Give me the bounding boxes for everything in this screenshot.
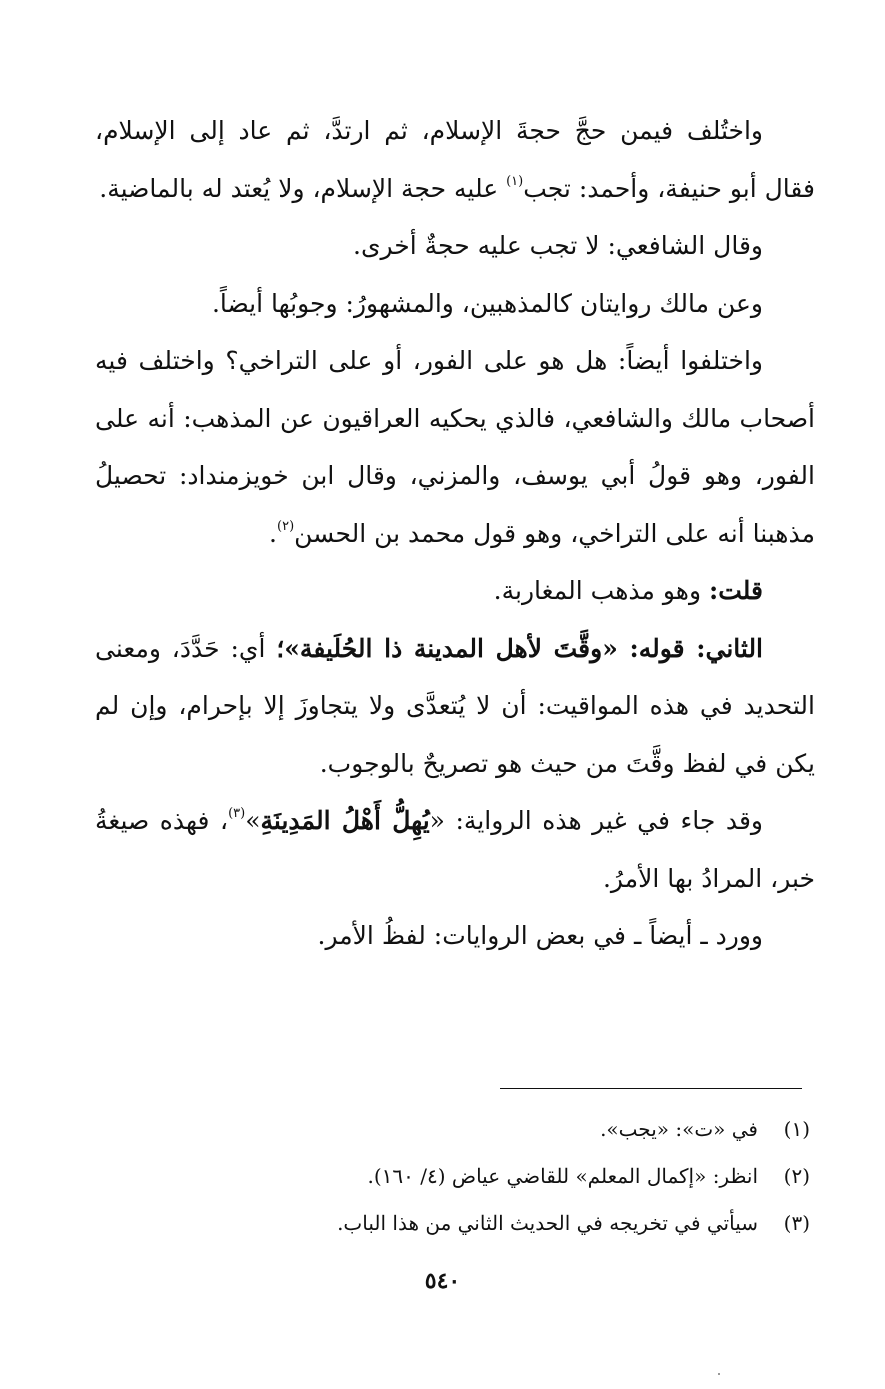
footnote-text: في «ت»: «يجب».: [600, 1117, 758, 1141]
paragraph-text: وقد جاء في غير هذه الرواية: «: [429, 806, 763, 835]
footnote-number: (٢): [783, 1164, 810, 1188]
bold-lead: قلت:: [708, 576, 763, 605]
footnote-item: [150, 1153, 810, 1200]
paragraph-text: واختُلف فيمن حجَّ حجةَ الإسلام، ثم ارتدَّ، ثم عاد إلى الإسلام، فقال أبو حنيفة، وأحمد: تجب: [95, 116, 815, 203]
paragraph-text: وهو مذهب المغاربة.: [493, 576, 709, 605]
paragraph-shafii: [95, 217, 815, 275]
paragraph-maghariba: [95, 562, 815, 620]
paragraph-text: واختلفوا أيضاً: هل هو على الفور، أو على التراخي؟ واختلف فيه أصحاب مالك والشافعي، فالذي يحكيه العراقيون عن المذهب: أنه على الفور، وهو قولُ أبي يوسف، والمزني، وقال ابن خويزمنداد: تحصيلُ مذهبنا أنه على التراخي، وهو قول محمد بن الحسن: [95, 346, 815, 548]
paragraph-text: عليه حجة الإسلام، ولا يُعتد له بالماضية.: [99, 173, 507, 203]
footnote-reference[interactable]: (١): [506, 173, 524, 189]
paragraph-text: وقال الشافعي: لا تجب عليه حجةٌ أخرى.: [353, 231, 763, 260]
footnote-reference[interactable]: (٣): [228, 806, 246, 821]
paragraph-apostasy-hajj: [95, 102, 815, 217]
paragraph-malik: [95, 275, 815, 333]
paragraph-other-narration: [95, 792, 815, 907]
footnote-number: (١): [783, 1117, 810, 1141]
footnotes-section: [150, 1106, 810, 1247]
paragraph-text: وورد ـ أيضاً ـ في بعض الروايات: لفظُ الأمر.: [317, 921, 763, 950]
footnote-reference[interactable]: (٢): [277, 518, 295, 534]
footnote-item: [150, 1106, 810, 1153]
footnote-item: [150, 1200, 810, 1247]
page-number: ٥٤٠: [424, 1268, 461, 1294]
bold-lead: الثاني: قوله: «وقَّتَ لأهل المدينة ذا الحُلَيفة»؛: [276, 633, 764, 663]
main-text-body: [95, 102, 815, 965]
paragraph-text: .: [269, 518, 277, 548]
footnote-text: سيأتي في تخريجه في الحديث الثاني من هذا الباب.: [337, 1211, 758, 1235]
paragraph-text: ، فهذه صيغةُ خبر، المرادُ بها الأمرُ.: [95, 806, 815, 893]
paragraph-text: »: [245, 806, 261, 835]
footnote-number: (٣): [783, 1211, 810, 1235]
scan-speck: [718, 1373, 720, 1375]
paragraph-second-point: [95, 620, 815, 793]
footnote-divider: [500, 1088, 802, 1089]
paragraph-text: أي: حَدَّدَ، ومعنى التحديد في هذه المواقيت: أن لا يُتعدَّى ولا يتجاوزَ إلا بإحرام، وإن لم يكن في لفظ وقَّتَ من حيث هو تصريحٌ بالوجوب.: [95, 633, 815, 778]
footnote-text: انظر: «إكمال المعلم» للقاضي عياض (٤/ ١٦٠).: [367, 1164, 758, 1188]
paragraph-immediacy: [95, 332, 815, 562]
hadith-quote: يُهِلُّ أَهْلُ المَدِينَةِ: [260, 806, 430, 835]
paragraph-text: وعن مالك روايتان كالمذهبين، والمشهورُ: وجوبُها أيضاً.: [211, 288, 763, 318]
paragraph-command-wording: [95, 907, 815, 965]
